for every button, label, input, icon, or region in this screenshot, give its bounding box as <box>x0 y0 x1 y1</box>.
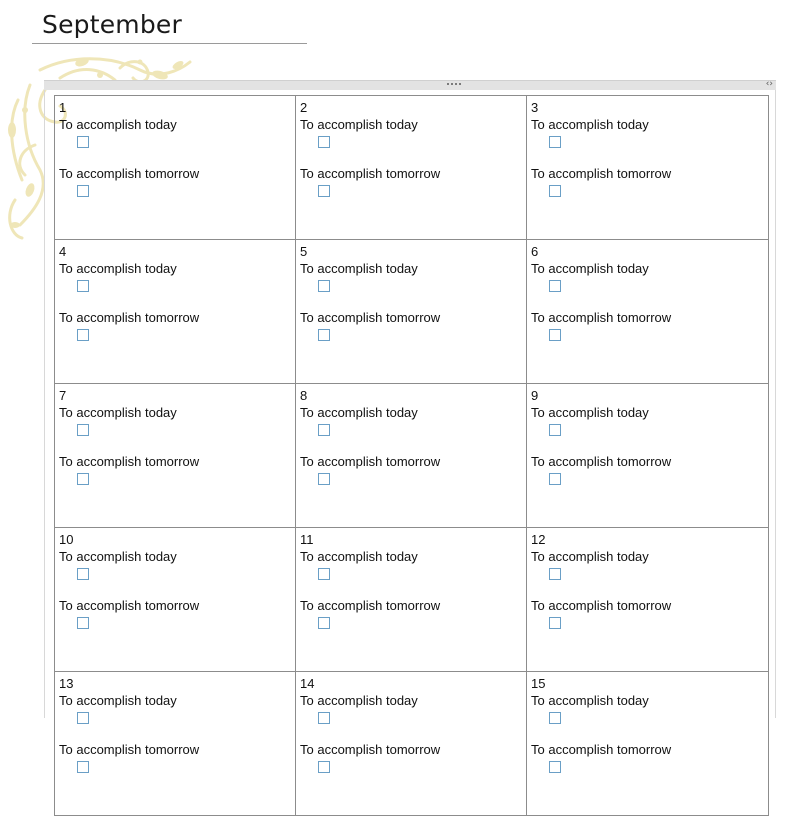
day-cell[interactable] <box>55 384 296 528</box>
day-cell[interactable] <box>55 528 296 672</box>
today-task-checkbox[interactable] <box>77 712 89 724</box>
day-number: 7 <box>59 388 67 403</box>
spacer <box>59 292 295 310</box>
day-cell[interactable] <box>296 384 527 528</box>
day-cell[interactable] <box>527 384 769 528</box>
today-task-label: To accomplish today <box>300 117 418 132</box>
today-task-label: To accomplish today <box>531 693 649 708</box>
today-task-checkbox[interactable] <box>77 280 89 292</box>
day-number: 14 <box>300 676 315 691</box>
day-cell[interactable] <box>296 240 527 384</box>
tomorrow-task-checkbox[interactable] <box>549 473 561 485</box>
today-task-label: To accomplish today <box>531 261 649 276</box>
today-task-checkbox[interactable] <box>318 280 330 292</box>
day-number: 1 <box>59 100 67 115</box>
tomorrow-task-label: To accomplish tomorrow <box>531 166 672 181</box>
tomorrow-task-label: To accomplish tomorrow <box>59 166 200 181</box>
today-task-checkbox[interactable] <box>318 712 330 724</box>
tomorrow-task-checkbox[interactable] <box>549 617 561 629</box>
spacer <box>300 580 526 598</box>
tomorrow-task-label: To accomplish tomorrow <box>59 598 200 613</box>
day-cell[interactable] <box>296 672 527 816</box>
spacer <box>531 292 768 310</box>
today-task-checkbox[interactable] <box>318 136 330 148</box>
day-number: 11 <box>300 532 314 547</box>
tomorrow-task-checkbox[interactable] <box>77 617 89 629</box>
day-cell[interactable] <box>55 96 296 240</box>
day-cell[interactable] <box>527 96 769 240</box>
spacer <box>300 292 526 310</box>
tomorrow-task-label: To accomplish tomorrow <box>59 310 200 325</box>
tomorrow-task-checkbox[interactable] <box>549 329 561 341</box>
today-task-checkbox[interactable] <box>318 568 330 580</box>
today-task-label: To accomplish today <box>59 405 177 420</box>
tomorrow-task-label: To accomplish tomorrow <box>531 454 672 469</box>
left-margin-guide <box>44 90 45 718</box>
today-task-label: To accomplish today <box>300 405 418 420</box>
tomorrow-task-checkbox[interactable] <box>77 329 89 341</box>
spacer <box>300 724 526 742</box>
day-number: 8 <box>300 388 308 403</box>
spacer <box>531 580 768 598</box>
today-task-checkbox[interactable] <box>77 568 89 580</box>
spacer <box>300 436 526 454</box>
tomorrow-task-checkbox[interactable] <box>549 761 561 773</box>
tomorrow-task-checkbox[interactable] <box>549 185 561 197</box>
day-number: 15 <box>531 676 546 691</box>
tomorrow-task-label: To accomplish tomorrow <box>300 166 441 181</box>
spacer <box>59 436 295 454</box>
spacer <box>300 148 526 166</box>
tomorrow-task-label: To accomplish tomorrow <box>300 598 441 613</box>
title-underline <box>32 43 307 44</box>
spacer <box>531 436 768 454</box>
tomorrow-task-label: To accomplish tomorrow <box>59 454 200 469</box>
today-task-checkbox[interactable] <box>549 568 561 580</box>
today-task-checkbox[interactable] <box>549 136 561 148</box>
day-cell[interactable] <box>55 672 296 816</box>
day-cell[interactable] <box>296 96 527 240</box>
day-cell[interactable] <box>527 240 769 384</box>
spacer <box>531 148 768 166</box>
day-number: 5 <box>300 244 308 259</box>
spacer <box>531 724 768 742</box>
tomorrow-task-checkbox[interactable] <box>318 329 330 341</box>
day-number: 4 <box>59 244 67 259</box>
tomorrow-task-label: To accomplish tomorrow <box>531 310 672 325</box>
day-cell[interactable] <box>296 528 527 672</box>
day-number: 6 <box>531 244 539 259</box>
today-task-checkbox[interactable] <box>549 280 561 292</box>
today-task-label: To accomplish today <box>59 261 177 276</box>
spacer <box>59 724 295 742</box>
day-number: 2 <box>300 100 308 115</box>
tomorrow-task-checkbox[interactable] <box>318 473 330 485</box>
today-task-label: To accomplish today <box>59 549 177 564</box>
today-task-label: To accomplish today <box>300 261 418 276</box>
tomorrow-task-label: To accomplish tomorrow <box>531 598 672 613</box>
tomorrow-task-label: To accomplish tomorrow <box>59 742 200 757</box>
table-toolbar <box>44 80 776 90</box>
day-number: 13 <box>59 676 74 691</box>
page-title: September <box>42 10 182 39</box>
today-task-checkbox[interactable] <box>549 424 561 436</box>
today-task-label: To accomplish today <box>59 693 177 708</box>
tomorrow-task-checkbox[interactable] <box>318 185 330 197</box>
today-task-label: To accomplish today <box>531 405 649 420</box>
tomorrow-task-checkbox[interactable] <box>77 185 89 197</box>
day-number: 12 <box>531 532 546 547</box>
today-task-label: To accomplish today <box>531 117 649 132</box>
today-task-label: To accomplish today <box>300 693 418 708</box>
today-task-checkbox[interactable] <box>549 712 561 724</box>
tomorrow-task-label: To accomplish tomorrow <box>300 454 441 469</box>
today-task-checkbox[interactable] <box>77 136 89 148</box>
day-number: 3 <box>531 100 539 115</box>
tomorrow-task-label: To accomplish tomorrow <box>300 742 441 757</box>
tomorrow-task-checkbox[interactable] <box>77 761 89 773</box>
today-task-checkbox[interactable] <box>77 424 89 436</box>
tomorrow-task-label: To accomplish tomorrow <box>300 310 441 325</box>
today-task-label: To accomplish today <box>531 549 649 564</box>
right-margin-guide <box>775 90 776 718</box>
today-task-label: To accomplish today <box>59 117 177 132</box>
resize-arrows-icon[interactable]: ‹› <box>765 79 773 89</box>
spacer <box>59 580 295 598</box>
day-cell[interactable] <box>55 240 296 384</box>
calendar-grid <box>54 95 769 816</box>
day-number: 10 <box>59 532 74 547</box>
grip-handle-icon[interactable] <box>444 83 464 87</box>
day-cell[interactable] <box>527 528 769 672</box>
spacer <box>59 148 295 166</box>
day-number: 9 <box>531 388 539 403</box>
today-task-checkbox[interactable] <box>318 424 330 436</box>
tomorrow-task-checkbox[interactable] <box>318 761 330 773</box>
today-task-label: To accomplish today <box>300 549 418 564</box>
tomorrow-task-checkbox[interactable] <box>77 473 89 485</box>
tomorrow-task-checkbox[interactable] <box>318 617 330 629</box>
tomorrow-task-label: To accomplish tomorrow <box>531 742 672 757</box>
day-cell[interactable] <box>527 672 769 816</box>
